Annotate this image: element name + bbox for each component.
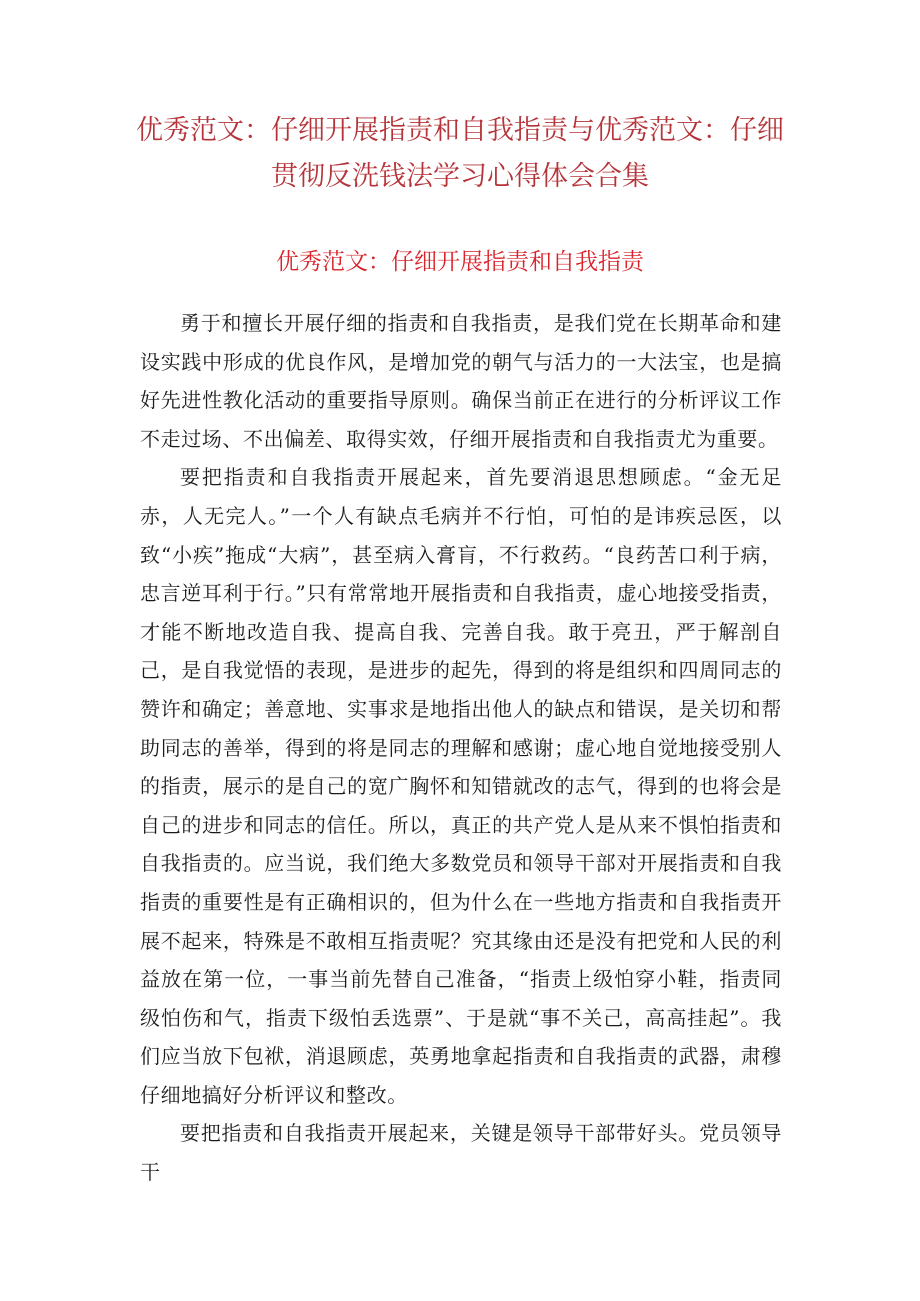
section-title: 优秀范文：仔细开展指责和自我指责 [276, 249, 644, 275]
document-title: 优秀范文：仔细开展指责和自我指责与优秀范文：仔细贯彻反洗钱法学习心得体会合集 [136, 115, 784, 192]
document-body [140, 304, 782, 1192]
paragraph: 要把指责和自我指责开展起来，关键是领导干部带好头。党员领导干 [140, 1121, 782, 1185]
paragraph: 要把指责和自我指责开展起来，首先要消退思想顾虑。“金无足赤，人无完人。”一个人有缺点毛病并不行怕，可怕的是讳疾忌医，以致“小疾”拖成“大病”，甚至病入膏肓，不行救药。“良药苦口利于病，忠言逆耳利于行。”只有常常地开展指责和自我指责，虚心地接受指责，才能不断地改造自我、提高自我、完善自我。敢于亮丑，严于解剖自己，是自我觉悟的表现，是进步的起先，得到的将是组织和四周同志的赞许和确定；善意地、实事求是地指出他人的缺点和错误，是关切和帮助同志的善举，得到的将是同志的理解和感谢；虚心地自觉地接受别人的指责，展示的是自己的宽广胸怀和知错就改的志气，得到的也将会是自己的进步和同志的信任。所以，真正的共产党人是从来不惧怕指责和自我指责的。应当说，我们绝大多数党员和领导干部对开展指责和自我指责的重要性是有正确相识的，但为什么在一些地方指责和自我指责开展不起来，特殊是不敢相互指责呢？究其缘由还是没有把党和人民的利益放在第一位，一事当前先替自己准备，“指责上级怕穿小鞋，指责同级怕伤和气，指责下级怕丢选票”、于是就“事不关己，高高挂起”。我们应当放下包袱，消退顾虑，英勇地拿起指责和自我指责的武器，肃穆仔细地搞好分析评议和整改。 [140, 465, 782, 1107]
paragraph: 勇于和擅长开展仔细的指责和自我指责，是我们党在长期革命和建设实践中形成的优良作风，是增加党的朝气与活力的一大法宝，也是搞好先进性教化活动的重要指导原则。确保当前正在进行的分析评议工作不走过场、不出偏差、取得实效，仔细开展指责和自我指责尤为重要。 [140, 311, 782, 451]
